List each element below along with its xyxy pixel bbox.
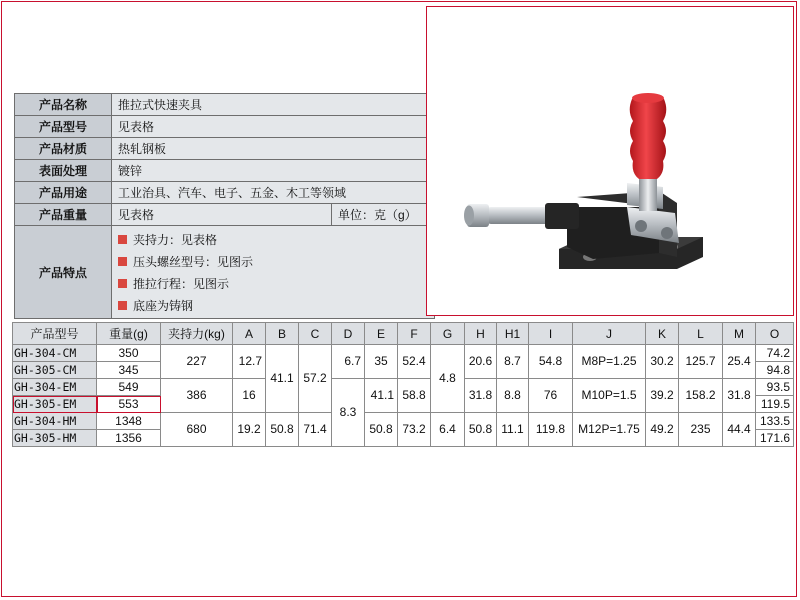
dim-a-cell: 19.2 [233, 413, 266, 447]
dim-o-cell: 94.8 [756, 362, 794, 379]
spec-value: 见表格 [112, 204, 332, 226]
dim-l-cell: 125.7 [679, 345, 723, 379]
dim-c-cell: 71.4 [299, 413, 332, 447]
col-header: 夹持力(kg) [161, 323, 233, 345]
dim-j-cell: M12P=1.75 [573, 413, 646, 447]
weight-cell: 1356 [97, 430, 161, 447]
col-header: I [529, 323, 573, 345]
col-header: E [365, 323, 398, 345]
bullet-icon [118, 257, 127, 266]
model-cell: GH-305-HM [13, 430, 97, 447]
weight-unit: 单位：克（g） [332, 204, 435, 226]
table-row [13, 379, 794, 396]
col-header: H1 [497, 323, 529, 345]
col-header: M [723, 323, 756, 345]
force-cell: 680 [161, 413, 233, 447]
feature-text: 压头螺丝型号：见图示 [133, 254, 254, 269]
feature-text: 夹持力：见表格 [133, 232, 218, 247]
dim-f-cell: 58.8 [398, 379, 431, 413]
col-header: G [431, 323, 465, 345]
col-header: F [398, 323, 431, 345]
col-header: L [679, 323, 723, 345]
model-cell-highlighted: GH-305-EM [13, 396, 97, 413]
bullet-icon [118, 235, 127, 244]
dim-h-cell: 20.6 [465, 345, 497, 379]
feature-text: 推拉行程：见图示 [133, 276, 230, 291]
col-header: A [233, 323, 266, 345]
weight-cell: 345 [97, 362, 161, 379]
spec-row-features [15, 226, 435, 319]
dim-k-cell: 39.2 [646, 379, 679, 413]
model-cell: GH-304-EM [13, 379, 97, 396]
col-header: C [299, 323, 332, 345]
dim-d-cell: 8.3 [332, 379, 365, 447]
dim-b-cell: 41.1 [266, 345, 299, 413]
table-row [13, 413, 794, 430]
dim-h-cell: 50.8 [465, 413, 497, 447]
dim-o-cell: 133.5 [756, 413, 794, 430]
dim-f-cell: 52.4 [398, 345, 431, 379]
product-photo [426, 6, 794, 316]
dim-e-cell: 50.8 [365, 413, 398, 447]
spec-label: 产品型号 [15, 116, 112, 138]
dim-a-cell: 12.7 [233, 345, 266, 379]
dim-o-cell: 171.6 [756, 430, 794, 447]
spec-value: 热轧钢板 [112, 138, 435, 160]
dim-k-cell: 30.2 [646, 345, 679, 379]
dim-i-cell: 54.8 [529, 345, 573, 379]
weight-cell: 350 [97, 345, 161, 362]
dim-l-cell: 235 [679, 413, 723, 447]
force-cell: 227 [161, 345, 233, 379]
col-header: J [573, 323, 646, 345]
dim-m-cell: 44.4 [723, 413, 756, 447]
weight-cell: 549 [97, 379, 161, 396]
header-row [13, 323, 794, 345]
model-cell: GH-305-CM [13, 362, 97, 379]
col-header: K [646, 323, 679, 345]
toggle-clamp-image [427, 7, 793, 315]
dim-c-cell: 57.2 [299, 345, 332, 413]
dim-a-cell: 16 [233, 379, 266, 413]
dimension-table [12, 322, 794, 447]
weight-cell-highlighted: 553 [97, 396, 161, 413]
weight-cell: 1348 [97, 413, 161, 430]
col-header: 重量(g) [97, 323, 161, 345]
dim-m-cell: 25.4 [723, 345, 756, 379]
spec-value: 工业治具、汽车、电子、五金、木工等领域 [112, 182, 435, 204]
dim-f-cell: 73.2 [398, 413, 431, 447]
spec-value: 见表格 [112, 116, 435, 138]
dim-i-cell: 119.8 [529, 413, 573, 447]
spec-value: 镀锌 [112, 160, 435, 182]
dim-l-cell: 158.2 [679, 379, 723, 413]
bullet-icon [118, 279, 127, 288]
table-row [13, 345, 794, 362]
dim-e-cell: 41.1 [365, 379, 398, 413]
feature-item [118, 294, 428, 316]
col-header: B [266, 323, 299, 345]
dim-m-cell: 31.8 [723, 379, 756, 413]
bullet-icon [118, 301, 127, 310]
col-header: 产品型号 [13, 323, 97, 345]
dim-h-cell: 31.8 [465, 379, 497, 413]
dim-g-cell: 6.4 [431, 413, 465, 447]
force-cell: 386 [161, 379, 233, 413]
dim-e-cell: 35 [365, 345, 398, 379]
dim-o-cell: 74.2 [756, 345, 794, 362]
feature-item [118, 272, 428, 294]
spec-row [15, 94, 435, 116]
dim-j-cell: M8P=1.25 [573, 345, 646, 379]
spec-label: 产品名称 [15, 94, 112, 116]
spec-row-weight [15, 204, 435, 226]
dim-h1-cell: 8.7 [497, 345, 529, 379]
dim-b-cell: 50.8 [266, 413, 299, 447]
dim-k-cell: 49.2 [646, 413, 679, 447]
spec-label: 产品用途 [15, 182, 112, 204]
spec-label: 产品特点 [15, 226, 112, 319]
spec-row [15, 116, 435, 138]
dim-d-cell: 6.7 [332, 345, 365, 379]
feature-item [118, 228, 428, 250]
spec-value: 推拉式快速夹具 [112, 94, 435, 116]
dim-o-cell: 119.5 [756, 396, 794, 413]
dim-i-cell: 76 [529, 379, 573, 413]
spec-row [15, 182, 435, 204]
dim-h1-cell: 8.8 [497, 379, 529, 413]
spec-label: 产品材质 [15, 138, 112, 160]
dim-j-cell: M10P=1.5 [573, 379, 646, 413]
col-header: D [332, 323, 365, 345]
dim-h1-cell: 11.1 [497, 413, 529, 447]
feature-item [118, 250, 428, 272]
dim-g-cell: 4.8 [431, 345, 465, 413]
spec-row [15, 160, 435, 182]
col-header: O [756, 323, 794, 345]
feature-text: 底座为铸钢 [133, 298, 194, 313]
spec-row [15, 138, 435, 160]
spec-label: 表面处理 [15, 160, 112, 182]
model-cell: GH-304-HM [13, 413, 97, 430]
col-header: H [465, 323, 497, 345]
features-list [112, 226, 435, 319]
model-cell: GH-304-CM [13, 345, 97, 362]
spec-label: 产品重量 [15, 204, 112, 226]
dim-o-cell: 93.5 [756, 379, 794, 396]
spec-table [14, 93, 435, 319]
